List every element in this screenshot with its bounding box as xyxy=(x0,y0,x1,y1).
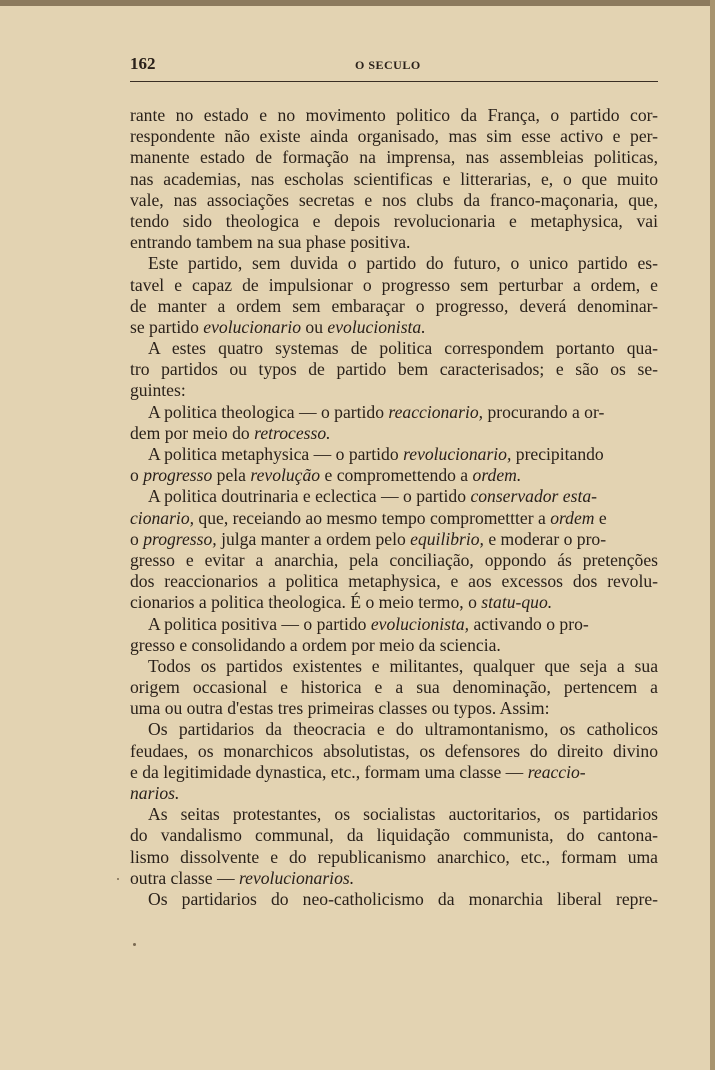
running-title: O SECULO xyxy=(355,58,421,72)
text-segment: A politica metaphysica — o partido xyxy=(148,444,404,464)
italic-term: evolucionario xyxy=(203,316,302,337)
text-line: Este partido, sem duvida o partido do futuro, o unico partido es- xyxy=(148,253,658,274)
paper-speck xyxy=(133,943,136,946)
text-line xyxy=(130,444,658,465)
text-line xyxy=(130,486,658,507)
text-line: gresso e evitar a anarchia, pela conciliação, oppondo ás pretenções xyxy=(130,549,658,570)
text-line xyxy=(130,614,658,635)
text-segment: e xyxy=(594,507,607,528)
text-line: origem occasional e historica e a sua denominação, pertencem a xyxy=(130,677,658,698)
text-line: dos reaccionarios a politica metaphysica, e aos excessos dos revolu- xyxy=(130,571,658,592)
text-segment: julga manter a ordem pelo xyxy=(216,528,411,549)
italic-term: reaccio- xyxy=(527,761,586,782)
text-line xyxy=(130,465,658,486)
italic-term: ordem xyxy=(550,507,595,528)
text-line: tendo sido theologica e depois revolucionaria e metaphysica, vai xyxy=(130,210,658,231)
italic-term: retrocesso. xyxy=(254,422,331,443)
text-line xyxy=(130,423,658,444)
text-line: do vandalismo communal, da liquidação communista, do cantona- xyxy=(130,825,658,846)
page-edge-right xyxy=(710,0,715,1070)
text-segment: ou xyxy=(301,316,328,337)
text-line: manente estado de formação na imprensa, nas assembleias politicas, xyxy=(130,147,658,168)
italic-term: ordem. xyxy=(472,465,522,486)
page-number: 162 xyxy=(130,54,156,73)
text-line: de manter a ordem sem embaraçar o progresso, deverá denominar- xyxy=(130,295,658,316)
text-line: respondente não existe ainda organisado, mas sim esse activo e per- xyxy=(130,126,658,147)
text-segment: outra classe — xyxy=(130,867,239,888)
text-line: guintes: xyxy=(130,380,186,401)
text-line: tro partidos ou typos de partido bem caracterisados; e são os se- xyxy=(130,359,658,380)
text-line: nas academias, nas escholas scientificas e litterarias, e, o que muito xyxy=(130,168,658,189)
text-line: Todos os partidos existentes e militantes, qualquer que seja a sua xyxy=(148,655,658,676)
body-text xyxy=(130,105,658,910)
italic-term: equilibrio, xyxy=(410,528,484,549)
italic-term: progresso xyxy=(143,465,213,486)
italic-term: conservador esta- xyxy=(470,486,597,507)
italic-term: evolucionista, xyxy=(370,613,470,634)
text-line xyxy=(130,508,658,529)
text-line: entrando tambem na sua phase positiva. xyxy=(130,232,411,253)
text-segment: pela xyxy=(212,465,251,486)
italic-term: statu-quo. xyxy=(481,592,553,613)
text-segment: e moderar o pro- xyxy=(483,528,607,549)
text-line xyxy=(130,529,658,550)
text-line: feudaes, os monarchicos absolutistas, os defensores do direito divino xyxy=(130,740,658,761)
text-line xyxy=(130,592,658,613)
text-line: Os partidarios do neo-catholicismo da monarchia liberal repre- xyxy=(148,888,658,909)
text-line xyxy=(130,868,658,889)
italic-term: progresso, xyxy=(143,528,217,549)
text-line xyxy=(130,783,658,804)
text-segment: e da legitimidade dynastica, etc., formam uma classe — xyxy=(130,761,528,782)
text-segment: e compromettendo a xyxy=(320,465,473,486)
text-segment: procurando a or- xyxy=(483,401,605,422)
text-segment: que, receiando ao mesmo tempo compromettter a xyxy=(194,507,551,528)
text-segment: A politica doutrinaria e eclectica — o partido xyxy=(148,486,471,507)
italic-term: revolução xyxy=(250,465,321,486)
text-line: vale, nas associações secretas e nos clubs da franco-maçonaria, que, xyxy=(130,189,658,210)
text-line: As seitas protestantes, os socialistas auctoritarios, os partidarios xyxy=(148,804,658,825)
paper-speck xyxy=(117,878,119,880)
text-segment: cionarios a politica theologica. É o meio termo, o xyxy=(130,592,482,613)
italic-term: evolucionista. xyxy=(327,316,426,337)
text-line: uma ou outra d'estas tres primeiras classes ou typos. Assim: xyxy=(130,698,550,719)
italic-term: revolucionario, xyxy=(403,444,512,464)
italic-term: reaccionario, xyxy=(388,401,484,422)
text-segment: dem por meio do xyxy=(130,422,255,443)
text-line xyxy=(130,762,658,783)
page-edge-top xyxy=(0,0,715,6)
text-line: gresso e consolidando a ordem por meio da sciencia. xyxy=(130,634,501,655)
italic-term: revolucionarios. xyxy=(238,867,355,888)
text-segment: o xyxy=(130,465,144,486)
text-segment: A politica positiva — o partido xyxy=(148,613,371,634)
italic-term: narios. xyxy=(130,783,180,803)
italic-term: cionario, xyxy=(130,507,195,528)
text-line: Os partidarios da theocracia e do ultramontanismo, os catholicos xyxy=(148,719,658,740)
running-head xyxy=(130,54,658,82)
header-rule xyxy=(130,81,658,82)
text-line: A estes quatro systemas de politica correspondem portanto qua- xyxy=(148,338,658,359)
text-segment: activando o pro- xyxy=(469,613,589,634)
text-segment: se partido xyxy=(130,316,204,337)
text-segment: A politica theologica — o partido xyxy=(148,401,389,422)
text-segment: o xyxy=(130,528,144,549)
text-segment: precipitando xyxy=(511,444,604,464)
text-line xyxy=(130,317,658,338)
text-line xyxy=(130,402,658,423)
text-line: lismo dissolvente e do republicanismo anarchico, etc., formam uma xyxy=(130,846,658,867)
text-line: tavel e capaz de impulsionar o progresso sem perturbar a ordem, e xyxy=(130,274,658,295)
text-line: rante no estado e no movimento politico da França, o partido cor- xyxy=(130,105,658,125)
